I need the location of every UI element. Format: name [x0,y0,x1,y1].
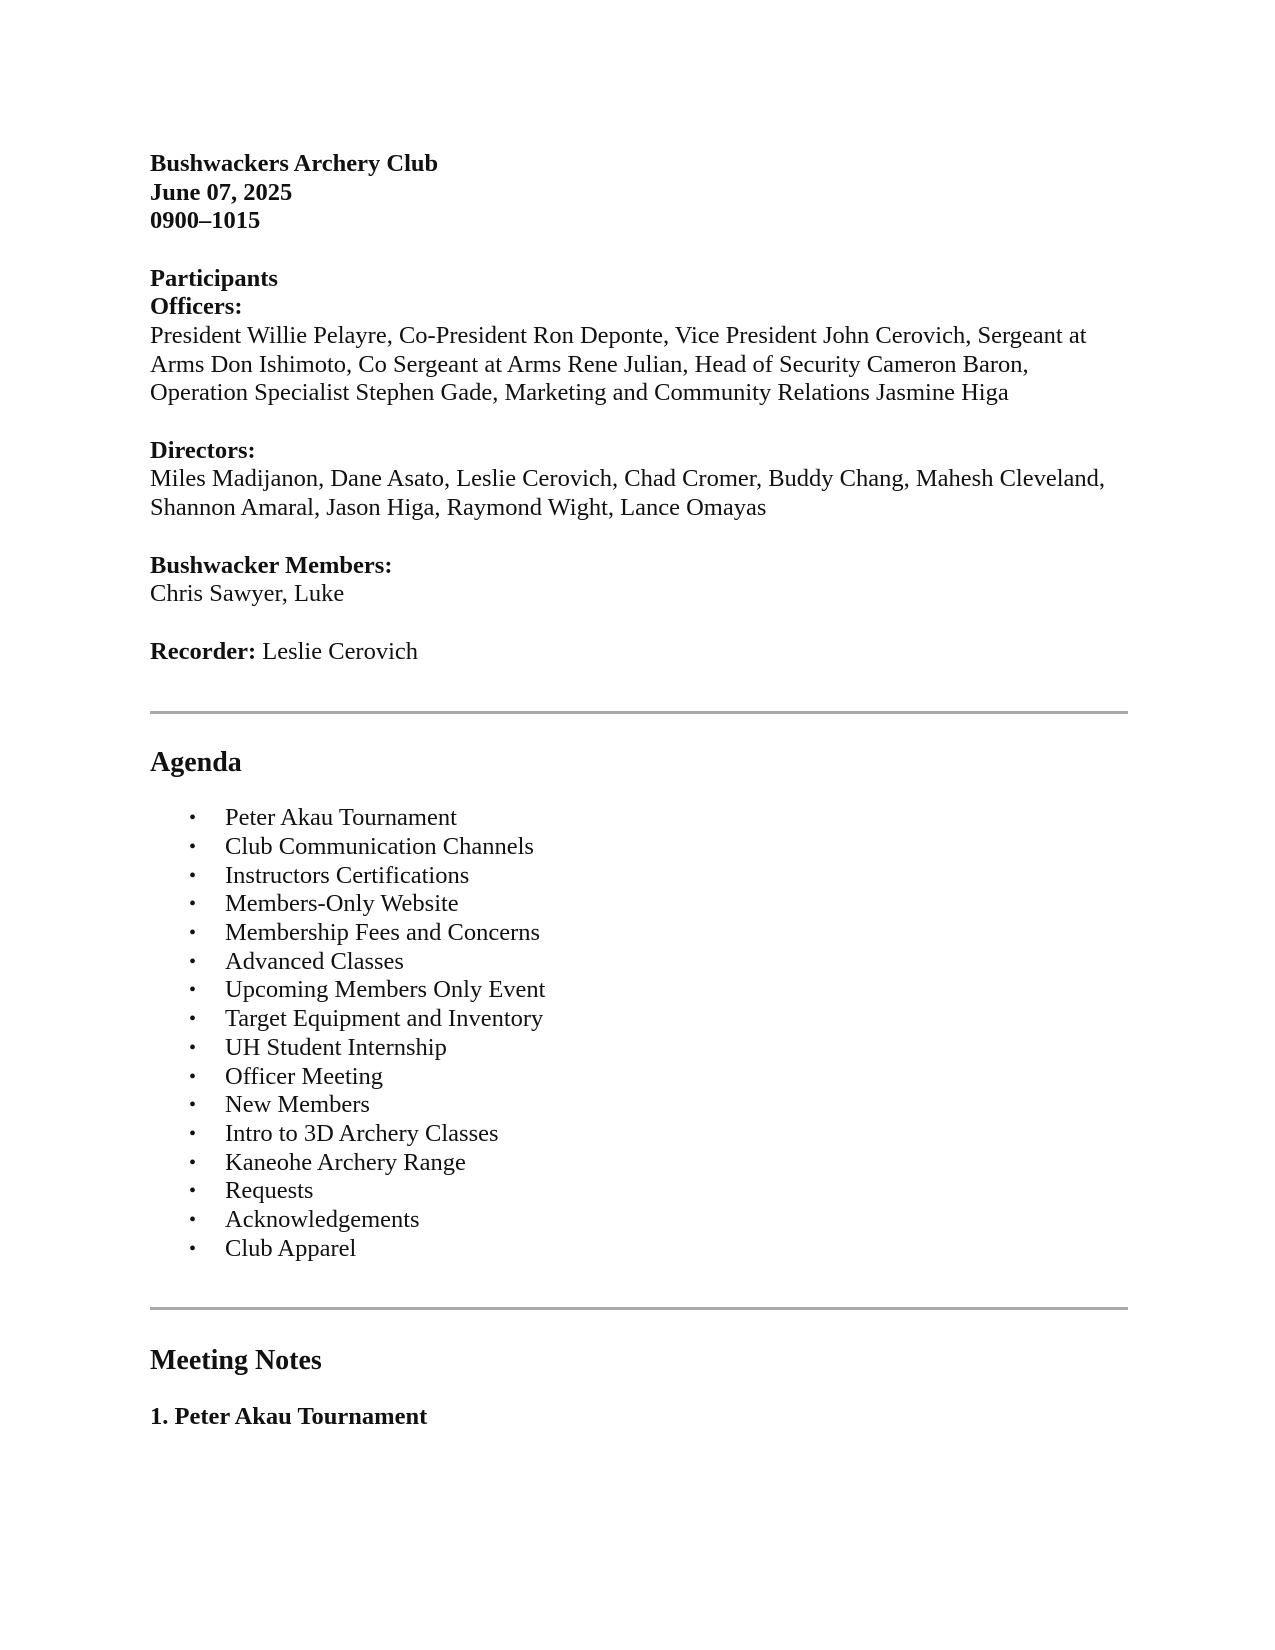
notes-topic-heading: 1. Peter Akau Tournament [150,1403,428,1431]
recorder-line [150,638,1130,667]
bullet-icon: • [189,864,197,887]
bullet-icon: • [189,807,197,830]
bullet-icon: • [189,1065,197,1088]
bullet-icon: • [189,1237,197,1260]
meeting-notes-section [150,1344,1130,1432]
agenda-list [150,804,1130,1263]
agenda-item: • Club Communication Channels [189,833,534,860]
club-name: Bushwackers Archery Club [150,150,439,177]
agenda-item: • Upcoming Members Only Event [189,976,546,1004]
bullet-icon: • [189,1008,197,1031]
bullet-icon: • [189,922,197,945]
agenda-item: • Target Equipment and Inventory [189,1005,544,1033]
directors-label: Directors: [150,436,256,464]
agenda-item: • Members-Only Website [189,890,459,918]
bullet-icon: • [189,950,197,973]
meeting-notes-heading: Meeting Notes [150,1345,322,1377]
agenda-item: • Officer Meeting [189,1062,384,1090]
officers-label: Officers: [150,293,243,321]
agenda-item: • UH Student Internship [189,1033,447,1061]
participants-heading: Participants [150,264,278,292]
recorder-name: Leslie Cerovich [262,637,419,665]
directors-list: Miles Madijanon, Dane Asato, Leslie Cerovich, Chad Cromer, Buddy Chang, Mahesh Cleveland, Shannon Amaral, Jason Higa, Raymond Wight, Lance Omayas [150,465,1106,521]
bullet-icon: • [189,1151,197,1174]
officers-list: President Willie Pelayre, Co-President Ron Deponte, Vice President John Cerovich, Sergeant at Arms Don Ishimoto, Co Sergeant at Arms Rene Julian, Head of Security Cameron Baron, Operation Specialist Stephen Gade, Marketing and Community Relations Jasmine Higa [150,321,1087,407]
recorder-label: Recorder: [150,637,257,665]
meeting-date: June 07, 2025 [150,178,293,206]
agenda-item: • Peter Akau Tournament [189,804,457,832]
bullet-icon: • [189,893,197,916]
meeting-header [150,150,1130,236]
agenda-item: • Membership Fees and Concerns [189,919,541,947]
bullet-icon: • [189,1122,197,1145]
members-label: Bushwacker Members: [150,551,393,579]
agenda-item: • Kaneohe Archery Range [189,1148,466,1176]
meeting-time: 0900–1015 [150,207,261,235]
agenda-heading: Agenda [150,747,242,779]
members-list: Chris Sawyer, Luke [150,580,345,608]
agenda-item: • Club Apparel [189,1234,357,1262]
agenda-item: • Acknowledgements [189,1205,420,1233]
agenda-section [150,746,1130,1263]
agenda-item: • New Members [189,1091,370,1119]
document-page [150,150,1130,1432]
participants-section [150,265,1130,667]
agenda-item: • Advanced Classes [189,947,404,975]
bullet-icon: • [189,1180,197,1203]
agenda-item: • Intro to 3D Archery Classes [189,1119,499,1147]
bullet-icon: • [189,1094,197,1117]
agenda-item: • Requests [189,1177,314,1205]
bullet-icon: • [189,1208,197,1231]
bullet-icon: • [189,836,197,858]
bullet-icon: • [189,979,197,1002]
agenda-item: • Instructors Certifications [189,861,470,889]
bullet-icon: • [189,1036,197,1059]
